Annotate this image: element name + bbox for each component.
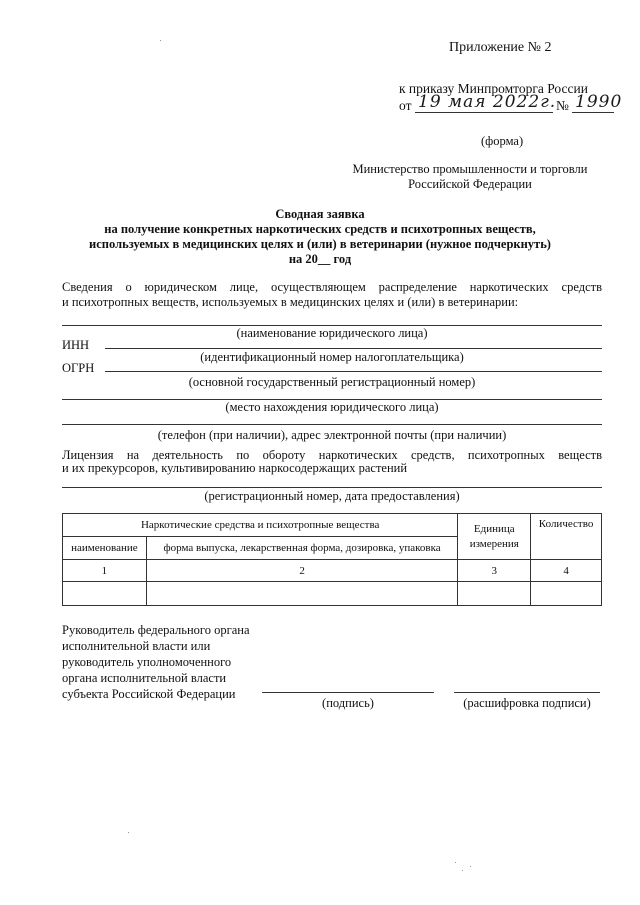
table-col-number: 1 — [63, 560, 147, 582]
date-underline — [415, 112, 553, 113]
scan-speck — [160, 40, 161, 41]
substances-table — [62, 513, 602, 606]
legal-name-caption: (наименование юридического лица) — [236, 326, 428, 340]
signatory-line: органа исполнительной власти — [62, 671, 227, 685]
inn-label: ИНН — [62, 338, 90, 352]
intro-line-1: Сведения о юридическом лице, осуществляющем распределение наркотических средств — [62, 280, 602, 294]
signatory-line: субъекта Российской Федерации — [62, 687, 236, 701]
ogrn-line — [105, 371, 602, 372]
unit-header-line-2: измерения — [469, 537, 519, 550]
inn-line — [105, 348, 602, 349]
appendix-label: Приложение № 2 — [449, 40, 552, 55]
signature-caption: (подпись) — [322, 696, 374, 710]
license-line — [62, 487, 602, 488]
table-cell-empty — [63, 582, 147, 606]
document-title: Сводная заявка — [275, 207, 365, 221]
table-col-number: 3 — [458, 560, 531, 582]
signatory-line: исполнительной власти или — [62, 639, 211, 653]
signatory-block — [62, 622, 250, 702]
title-line-2: на получение конкретных наркотических средств и психотропных веществ, — [104, 222, 536, 236]
license-caption: (регистрационный номер, дата предоставления) — [204, 489, 460, 503]
table-group-header: Наркотические средства и психотропные вещества — [63, 514, 458, 537]
table-header-unit — [458, 514, 531, 560]
signatory-line: руководитель уполномоченного — [62, 655, 232, 669]
ministry-line-1: Министерство промышленности и торговли — [352, 162, 588, 176]
unit-header-line-1: Единица — [473, 522, 515, 535]
intro-line-2: и психотропных веществ, используемых в медицинских целях и (или) в ветеринарии: — [62, 295, 519, 309]
signature-line — [262, 692, 434, 693]
table-col-number: 2 — [146, 560, 458, 582]
title-line-4: на 20__ год — [288, 252, 352, 266]
license-line-1: Лицензия на деятельность по обороту наркотических средств, психотропных веществ — [62, 448, 602, 462]
ministry-line-2: Российской Федерации — [408, 177, 532, 191]
title-line-3: используемых в медицинских целях и (или) в ветеринарии (нужное подчеркнуть) — [89, 237, 551, 251]
table-header-form: форма выпуска, лекарственная форма, дозировка, упаковка — [146, 537, 458, 560]
table-header-qty: Количество — [531, 514, 602, 560]
scan-speck — [455, 862, 456, 863]
ogrn-label: ОГРН — [62, 361, 95, 375]
handwritten-date: 19 мая 2022г. — [418, 92, 557, 112]
table-cell-empty — [531, 582, 602, 606]
table-header-name: наименование — [63, 537, 147, 560]
scan-speck — [470, 866, 471, 867]
scan-speck — [128, 832, 129, 833]
table-col-number: 4 — [531, 560, 602, 582]
date-prefix: от — [399, 98, 412, 113]
form-label: (форма) — [481, 134, 524, 148]
number-underline — [572, 112, 614, 113]
contact-line — [62, 424, 602, 425]
handwritten-number: 1990 — [575, 92, 623, 112]
ogrn-caption: (основной государственный регистрационный номер) — [188, 375, 476, 389]
signatory-line: Руководитель федерального органа — [62, 623, 250, 637]
inn-caption: (идентификационный номер налогоплательщика) — [200, 350, 464, 364]
order-line: к приказу Минпромторга России — [399, 81, 588, 96]
number-prefix: № — [556, 98, 569, 113]
table-cell-empty — [458, 582, 531, 606]
location-caption: (место нахождения юридического лица) — [225, 400, 439, 414]
contact-caption: (телефон (при наличии), адрес электронной почты (при наличии) — [157, 428, 507, 442]
license-line-2: и их прекурсоров, культивированию наркосодержащих растений — [62, 461, 408, 475]
name-decode-caption: (расшифровка подписи) — [463, 696, 591, 710]
name-decode-line — [454, 692, 600, 693]
scan-speck — [462, 870, 463, 871]
table-cell-empty — [146, 582, 458, 606]
